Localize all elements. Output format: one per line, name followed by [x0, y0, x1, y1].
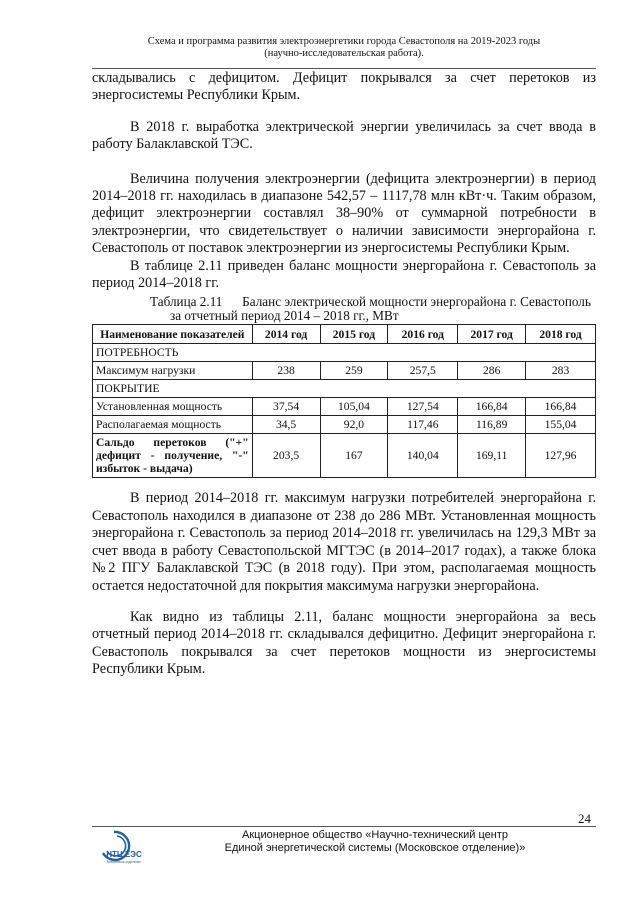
- footer-line-2: Единой энергетической системы (Московское отделение)»: [224, 842, 526, 854]
- row-label: Максимум нагрузки: [93, 362, 253, 380]
- table-cell: 169,11: [458, 434, 526, 478]
- table-caption-line-2: за отчетный период 2014 – 2018 гг., МВт: [170, 308, 399, 324]
- paragraph-1: складывались с дефицитом. Дефицит покрывался за счет перетоков из энергосистемы Республики Крым.: [92, 70, 596, 104]
- table-cell: 283: [526, 362, 596, 380]
- section-consumption: ПОТРЕБНОСТЬ: [93, 344, 596, 362]
- paragraph-5: В период 2014–2018 гг. максимум нагрузки потребителей энергорайона г. Севастополь находился в диапазоне от 238 до 286 МВт. Установленная мощность энергорайона г. Севастополь за период 2014–2018 гг. увеличилась на 129,3 МВт за счет ввода в работу Севастопольской МГТЭС (в 2014–2017 годах), а также блока №2 ПГУ Балаклавской ТЭС (в 2018 году). При этом, располагаемая мощность остается недостаточной для покрытия максимума нагрузки энергорайона.: [92, 490, 596, 594]
- row-label: Располагаемая мощность: [93, 416, 253, 434]
- logo-text: НТЦ ЕЭС: [106, 850, 142, 859]
- table-section-row: [93, 344, 596, 362]
- header-cell: 2014 год: [252, 325, 320, 344]
- table-cell: 203,5: [252, 434, 320, 478]
- table-cell: 105,04: [320, 398, 388, 416]
- section-coverage: ПОКРЫТИЕ: [93, 380, 596, 398]
- running-header: [92, 36, 596, 60]
- table-cell: 166,84: [526, 398, 596, 416]
- page-number: 24: [578, 811, 591, 826]
- table-cell: 116,89: [458, 416, 526, 434]
- header-cell: Наименование показателей: [93, 325, 253, 344]
- header-line-2: (научно-исследовательская работа).: [264, 48, 424, 59]
- row-label: Установленная мощность: [93, 398, 253, 416]
- table-row: [93, 362, 596, 380]
- footer-divider: [92, 826, 596, 827]
- table-cell: 167: [320, 434, 388, 478]
- table-cell: 259: [320, 362, 388, 380]
- header-line-1: Схема и программа развития электроэнергетики города Севастополя на 2019-2023 годы: [147, 36, 541, 47]
- table-row: [93, 434, 596, 478]
- document-body: [92, 70, 596, 679]
- table-header-row: [93, 325, 596, 344]
- table-cell: 37,54: [252, 398, 320, 416]
- power-balance-table: [92, 324, 596, 478]
- table-cell: 127,96: [526, 434, 596, 478]
- logo-subtext: Московское отделение: [107, 860, 141, 864]
- paragraph-3: Величина получения электроэнергии (дефицита электроэнергии) в период 2014–2018 гг. находилась в диапазоне 542,57 – 1117,78 млн кВт·ч. Таким образом, дефицит электроэнергии составлял 38–90% от суммарной потребности в электроэнергии, что свидетельствует о наличии зависимости энергорайона г. Севастополь от поставок электроэнергии из энергосистемы Республики Крым.: [92, 170, 596, 257]
- table-caption: [92, 295, 596, 323]
- table-cell: 166,84: [458, 398, 526, 416]
- table-row: [93, 416, 596, 434]
- saldo-label-line-2: дефицит - получение, "-": [96, 449, 249, 463]
- table-row: [93, 398, 596, 416]
- table-cell: 140,04: [388, 434, 458, 478]
- table-caption-line-1: Таблица 2.11 Баланс электрической мощности энергорайона г. Севастополь: [150, 294, 591, 310]
- footer-line-1: Акционерное общество «Научно-технический центр: [242, 829, 508, 841]
- paragraph-6: Как видно из таблицы 2.11, баланс мощности энергорайона за весь отчетный период 2014–2018 гг. складывался дефицитно. Дефицит энергорайона г. Севастополь покрывался за счет перетоков мощности из энергосистемы Республики Крым.: [92, 608, 596, 678]
- paragraph-2: В 2018 г. выработка электрической энергии увеличилась за счет ввода в работу Балаклавской ТЭС.: [92, 118, 596, 153]
- header-cell: 2016 год: [388, 325, 458, 344]
- header-cell: 2018 год: [526, 325, 596, 344]
- saldo-label-line-3: избыток - выдача): [96, 462, 193, 476]
- table-cell: 286: [458, 362, 526, 380]
- row-label-saldo: [93, 434, 253, 478]
- table-cell: 117,46: [388, 416, 458, 434]
- table-cell: 34,5: [252, 416, 320, 434]
- table-cell: 257,5: [388, 362, 458, 380]
- table-cell: 155,04: [526, 416, 596, 434]
- paragraph-4: В таблице 2.11 приведен баланс мощности энергорайона г. Севастополь за период 2014–2018 гг.: [92, 257, 596, 292]
- ntc-ees-logo: [94, 826, 154, 866]
- header-cell: 2017 год: [458, 325, 526, 344]
- header-divider: [92, 68, 596, 69]
- footer: [210, 829, 540, 855]
- table-cell: 238: [252, 362, 320, 380]
- table-cell: 127,54: [388, 398, 458, 416]
- table-section-row: [93, 380, 596, 398]
- table-cell: 92,0: [320, 416, 388, 434]
- saldo-label-line-1: Сальдо перетоков ("+": [96, 436, 249, 450]
- header-cell: 2015 год: [320, 325, 388, 344]
